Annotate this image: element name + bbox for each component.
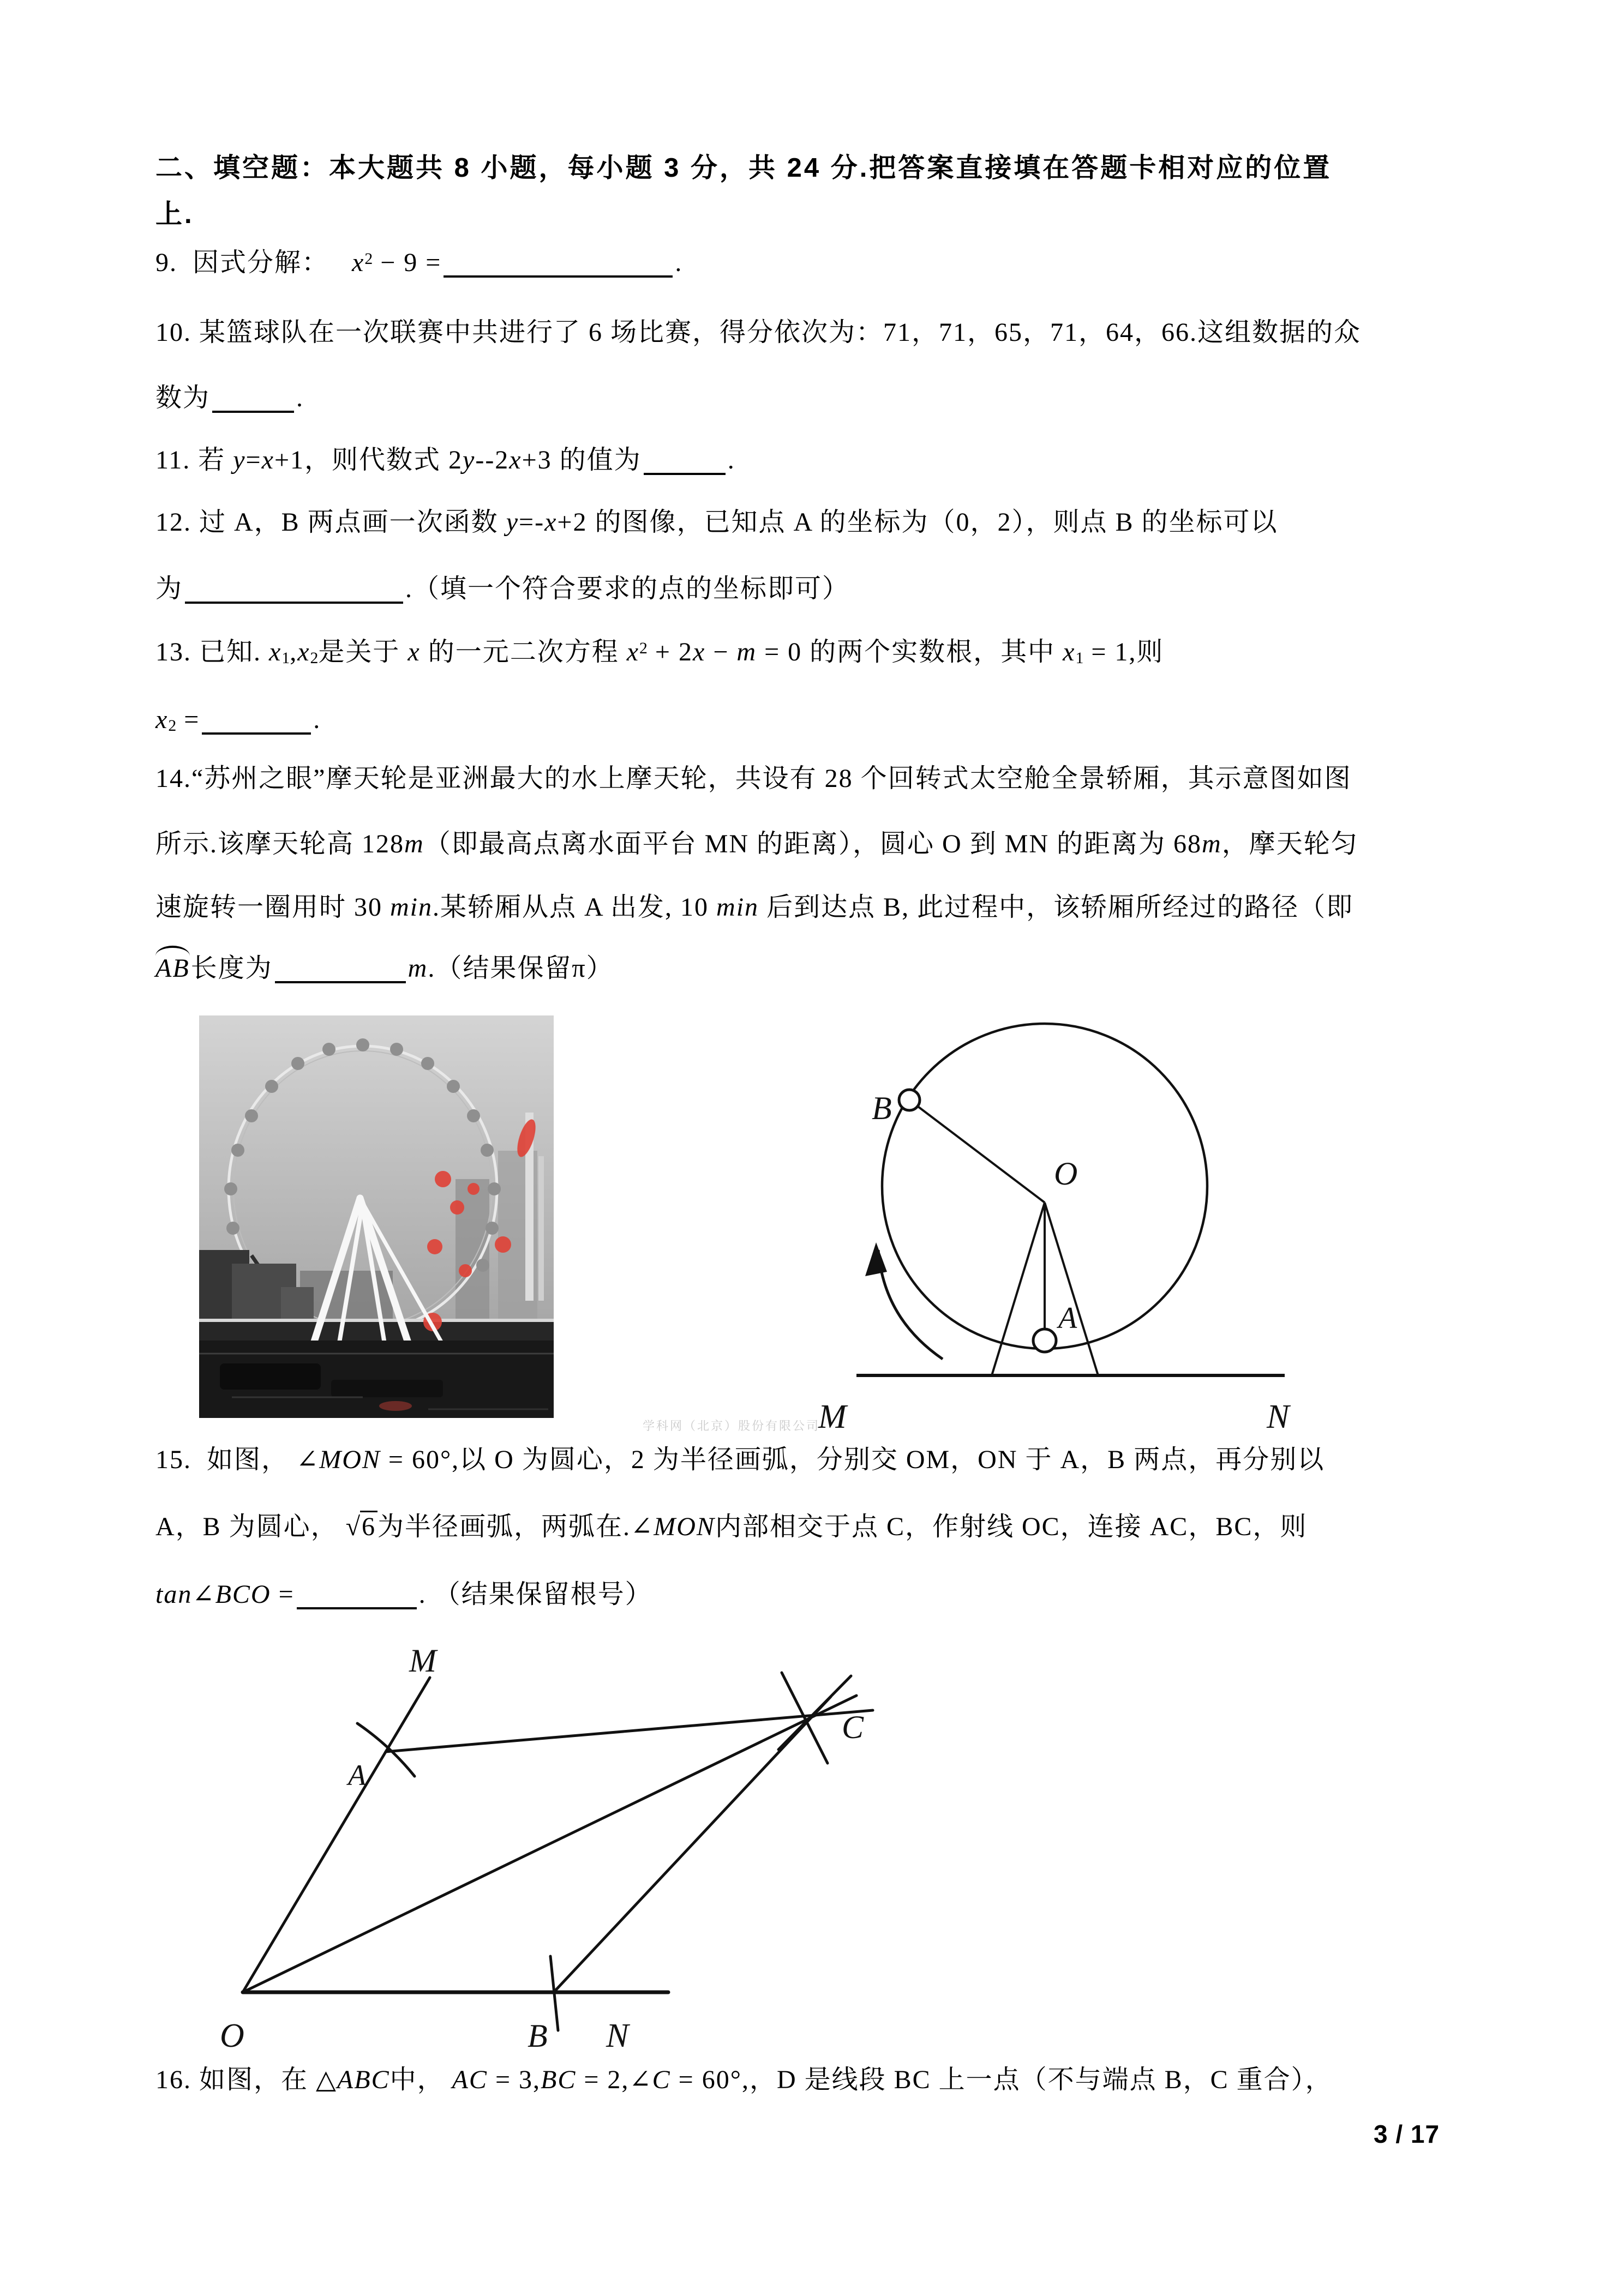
construction-label-o: O	[220, 2017, 244, 2054]
construction-label-b: B	[528, 2018, 548, 2054]
construction-label-n: N	[606, 2017, 629, 2054]
point-marker-a	[1033, 1329, 1056, 1352]
question-14-line-1: 14.“苏州之眼”摩天轮是亚洲最大的水上摩天轮，共设有 28 个回转式太空舱全景轿厢，其示意图如图	[155, 764, 1352, 793]
page-number: 3 / 17	[1374, 2120, 1440, 2148]
question-16-line-1: 16. 如图，在 △ABC中， AC = 3,BC = 2,∠C = 60°,，D 是线段 BC 上一点（不与端点 B，C 重合），	[155, 2065, 1333, 2094]
question-10-line-1: 10. 某篮球队在一次联赛中共进行了 6 场比赛，得分依次为：71，71，65，71，64，66.这组数据的众	[155, 318, 1362, 347]
construction-label-c: C	[842, 1709, 864, 1745]
question-12-line-1: 12. 过 A，B 两点画一次函数 y=-x+2 的图像，已知点 A 的坐标为（0，2），则点 B 的坐标可以	[155, 508, 1278, 537]
construction-diagram	[194, 1639, 886, 2075]
question-12-line-2: 为 .（填一个符合要求的点的坐标即可）	[155, 574, 850, 603]
section-header-line-1: 二、填空题：本大题共 8 小题，每小题 3 分，共 24 分.把答案直接填在答题卡相对应的位置	[155, 153, 1332, 183]
construction-label-m: M	[409, 1643, 436, 1679]
question-14-line-2: 所示.该摩天轮高 128m（即最高点离水面平台 MN 的距离），圆心 O 到 MN 的距离为 68m，摩天轮匀	[155, 830, 1358, 858]
wheel-label-a: A	[1058, 1301, 1077, 1335]
question-13-line-2: $x_2$ = .	[155, 705, 321, 735]
section-header-line-2: 上.	[155, 200, 194, 229]
question-9-line-1: 9. 因式分解： $x^2 - 9$ = .	[155, 248, 683, 277]
question-14-line-4: AB长度为 m.（结果保留π）	[155, 951, 614, 986]
question-15-line-3: tan∠BCO = . （结果保留根号）	[155, 1580, 652, 1609]
wheel-schematic	[802, 1003, 1375, 1445]
question-10-line-2: 数为 .	[155, 383, 304, 412]
wheel-label-m: M	[818, 1398, 847, 1435]
wheel-schematic-figure	[802, 1003, 1375, 1445]
rotation-arrowhead	[865, 1242, 887, 1276]
wheel-label-o: O	[1054, 1156, 1078, 1192]
construction-figure	[194, 1639, 886, 2075]
construction-label-a: A	[348, 1759, 366, 1792]
wheel-label-n: N	[1267, 1398, 1290, 1435]
question-13-line-1: 13. 已知. $x_1,x_2$是关于 x 的一元二次方程 $x^2 + 2x - m = 0$ 的两个实数根，其中 $x_1 = 1$,则	[155, 638, 1164, 668]
question-11-line-1: 11. 若 y=x+1，则代数式 2y--2x+3 的值为 .	[155, 446, 735, 474]
question-15-line-1: 15. 如图， ∠MON = 60°,以 O 为圆心，2 为半径画弧，分别交 OM，ON 于 A，B 两点，再分别以	[155, 1445, 1325, 1474]
question-14-line-3: 速旋转一圈用时 30 min.某轿厢从点 A 出发, 10 min 后到达点 B, 此过程中，该轿厢所经过的路径（即	[155, 893, 1354, 922]
question-15-line-2: A，B 为圆心， √6为半径画弧，两弧在.∠MON内部相交于点 C，作射线 OC，连接 AC，BC，则	[155, 1510, 1307, 1544]
point-marker-b	[899, 1090, 920, 1110]
watermark-text: 学科网（北京）股份有限公司	[643, 1419, 820, 1433]
ferris-wheel-photo-art	[199, 1015, 554, 1418]
ferris-wheel-photo	[199, 1015, 554, 1418]
wheel-label-b: B	[872, 1090, 892, 1126]
